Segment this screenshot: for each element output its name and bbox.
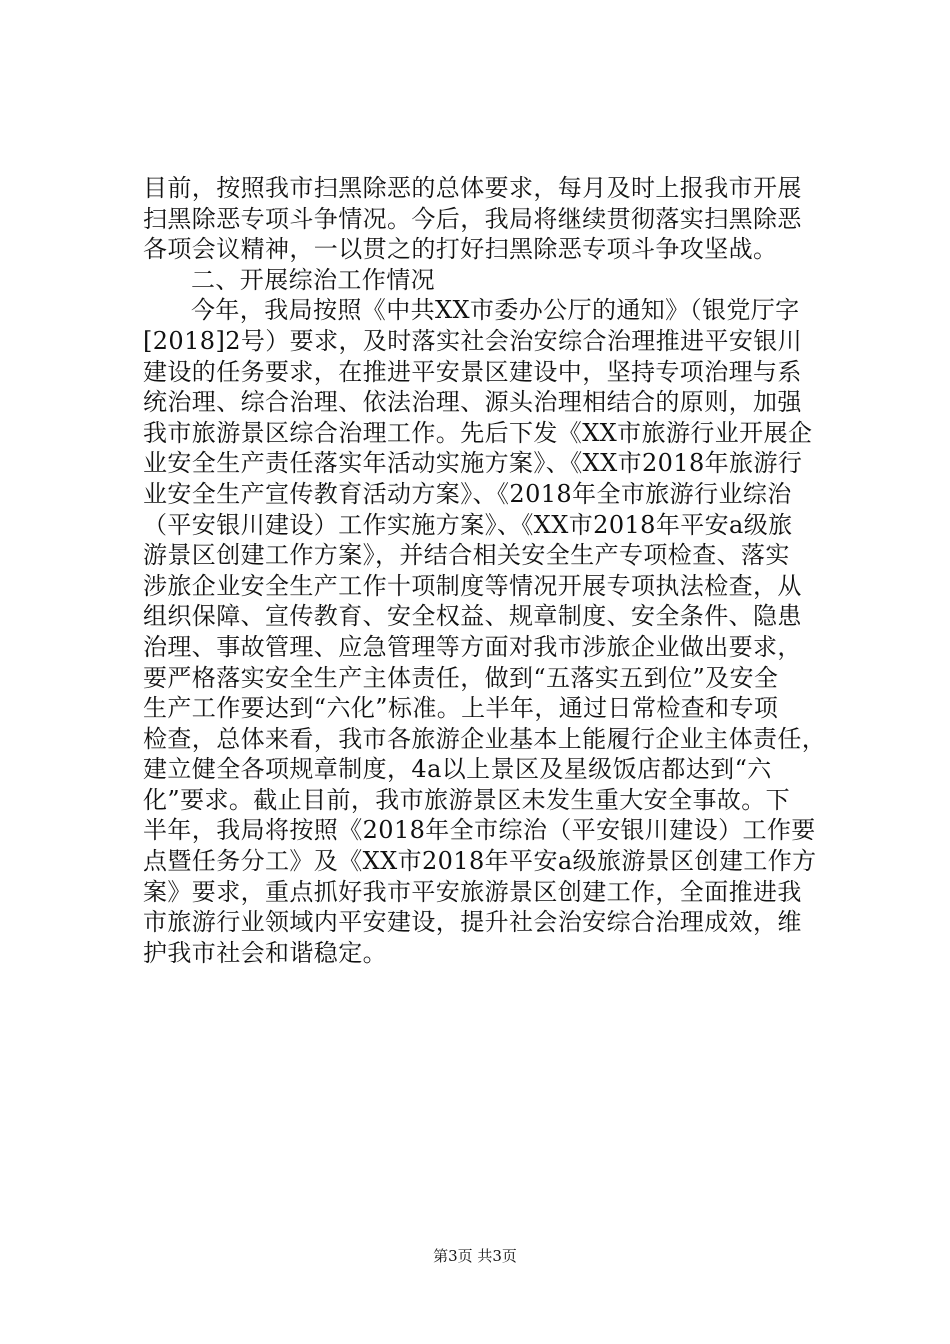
text-line: [2018]2号）要求，及时落实社会治安综合治理推进平安银川 bbox=[143, 326, 803, 355]
text-line: 化”要求。截止目前，我市旅游景区未发生重大安全事故。下 bbox=[143, 785, 791, 814]
text-line: 建设的任务要求，在推进平安景区建设中，坚持专项治理与系 bbox=[143, 357, 802, 386]
text-line: 扫黑除恶专项斗争情况。今后，我局将继续贯彻落实扫黑除恶 bbox=[143, 204, 802, 233]
text-line: 各项会议精神，一以贯之的打好扫黑除恶专项斗争攻坚战。 bbox=[143, 235, 778, 264]
text-line: 目前，按照我市扫黑除恶的总体要求，每月及时上报我市开展 bbox=[143, 174, 802, 202]
text-line: 建立健全各项规章制度，4a以上景区及星级饭店都达到“六 bbox=[143, 755, 772, 784]
text-line: 统治理、综合治理、依法治理、源头治理相结合的原则，加强 bbox=[143, 388, 802, 417]
text-line: 要严格落实安全生产主体责任，做到“五落实五到位”及安全 bbox=[143, 663, 779, 692]
text-line: 游景区创建工作方案》，并结合相关安全生产专项检查、落实 bbox=[143, 541, 790, 570]
section-heading: 二、开展综治工作情况 bbox=[191, 265, 435, 294]
text-line: 市旅游行业领域内平安建设，提升社会治安综合治理成效，维 bbox=[143, 908, 802, 937]
text-line: 点暨任务分工》及《XX市2018年平安a级旅游景区创建工作方 bbox=[143, 847, 817, 876]
text-line: 检查，总体来看，我市各旅游企业基本上能履行企业主体责任， bbox=[143, 724, 827, 753]
text-line: 涉旅企业安全生产工作十项制度等情况开展专项执法检查，从 bbox=[143, 571, 802, 600]
page-number-footer: 第3页 共3页 bbox=[433, 1247, 517, 1265]
text-line: 案》要求，重点抓好我市平安旅游景区创建工作，全面推进我 bbox=[143, 877, 802, 906]
text-line: 治理、事故管理、应急管理等方面对我市涉旅企业做出要求， bbox=[143, 632, 802, 661]
text-line: 我市旅游景区综合治理工作。先后下发《XX市旅游行业开展企 bbox=[143, 418, 813, 447]
text-line: 业安全生产责任落实年活动实施方案》、《XX市2018年旅游行 bbox=[143, 449, 803, 478]
document-body bbox=[143, 173, 833, 968]
text-line: 组织保障、宣传教育、安全权益、规章制度、安全条件、隐患 bbox=[143, 602, 802, 631]
text-line: 生产工作要达到“六化”标准。上半年，通过日常检查和专项 bbox=[143, 694, 779, 723]
text-line: （平安银川建设）工作实施方案》、《XX市2018年平安a级旅 bbox=[143, 510, 793, 539]
text-line: 护我市社会和谐稳定。 bbox=[143, 938, 387, 967]
text-line: 半年，我局将按照《2018年全市综治（平安银川建设）工作要 bbox=[143, 816, 816, 845]
text-line: 今年，我局按照《中共XX市委办公厅的通知》（银党厅字 bbox=[191, 296, 800, 325]
text-line: 业安全生产宣传教育活动方案》、《2018年全市旅游行业综治 bbox=[143, 479, 792, 508]
